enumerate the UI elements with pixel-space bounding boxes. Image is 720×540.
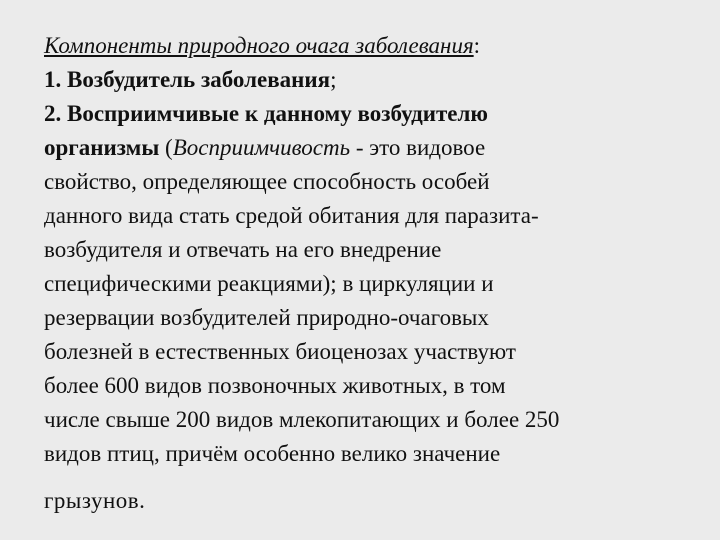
body-line-4: специфическими реакциями); в циркуляции и [44, 271, 494, 296]
body-line-2: данного вида стать средой обитания для паразита- [44, 203, 539, 228]
heading: Компоненты природного очага заболевания [44, 33, 474, 58]
heading-colon: : [473, 33, 481, 58]
body-line-3: возбудителя и отвечать на его внедрение [44, 237, 442, 262]
body-line-5: резервации возбудителей природно-очаговых [44, 305, 489, 330]
body-line-9: видов птиц, причём особенно велико значение [44, 441, 501, 466]
item-1-tail: ; [330, 67, 337, 92]
item-1-line [44, 63, 694, 97]
item-2-line-2 [44, 131, 694, 165]
item-2-label-end: организмы [44, 135, 160, 160]
body-line-6: болезней в естественных биоценозах участвуют [44, 339, 516, 364]
body-line-7: более 600 видов позвоночных животных, в том [44, 373, 506, 398]
term: Восприимчивость [172, 135, 351, 160]
line-2-rest: - это видовое [350, 135, 486, 160]
paren-open: ( [159, 135, 173, 160]
last-line: грызунов. [44, 488, 146, 513]
heading-line [44, 29, 694, 63]
body-line-8: числе свыше 200 видов млекопитающих и более 250 [44, 407, 560, 432]
body-line-1: свойство, определяющее способность особей [44, 169, 490, 194]
item-2-line-1: 2. Восприимчивые к данному возбудителю [44, 101, 488, 126]
text-block [44, 29, 694, 518]
item-1-label: 1. Возбудитель заболевания [44, 67, 331, 92]
